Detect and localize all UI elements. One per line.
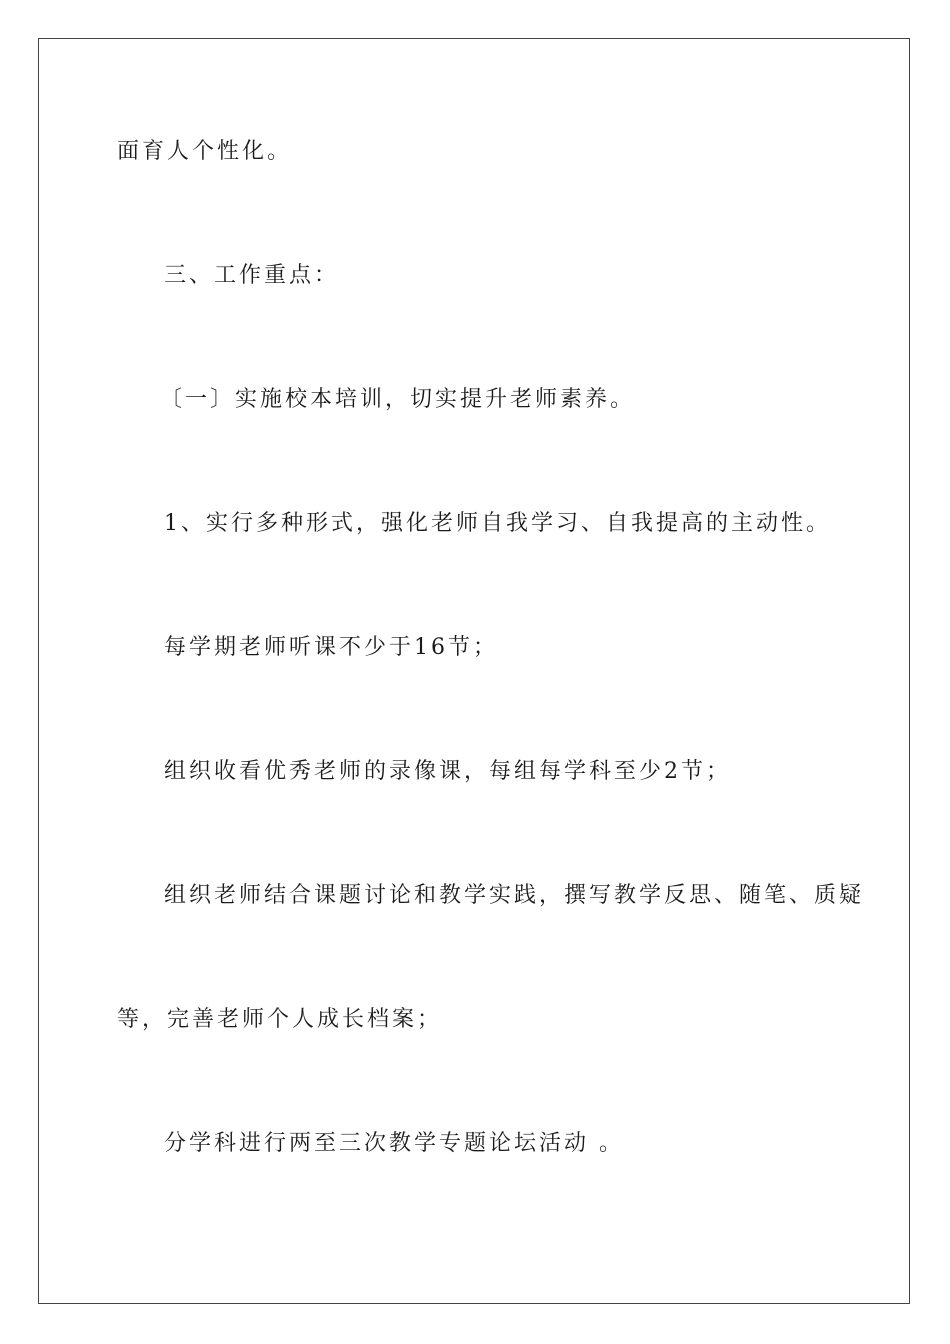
text-line-8: 等，完善老师个人成长档案； <box>117 1007 443 1032</box>
page-frame <box>38 38 910 1304</box>
text-line-6: 组织收看优秀老师的录像课，每组每学科至少2节； <box>164 759 731 784</box>
text-line-5: 每学期老师听课不少于16节； <box>164 635 498 660</box>
text-line-1: 面育人个性化。 <box>117 139 293 164</box>
item-heading: 1、实行多种形式，强化老师自我学习、自我提高的主动性。 <box>164 511 831 536</box>
text-line-9: 分学科进行两至三次教学专题论坛活动 。 <box>164 1131 624 1156</box>
text-line-7: 组织老师结合课题讨论和教学实践，撰写教学反思、随笔、质疑 <box>164 883 865 908</box>
section-heading: 三、工作重点： <box>164 263 340 288</box>
subsection-heading: 〔一〕实施校本培训，切实提升老师素养。 <box>160 387 636 412</box>
